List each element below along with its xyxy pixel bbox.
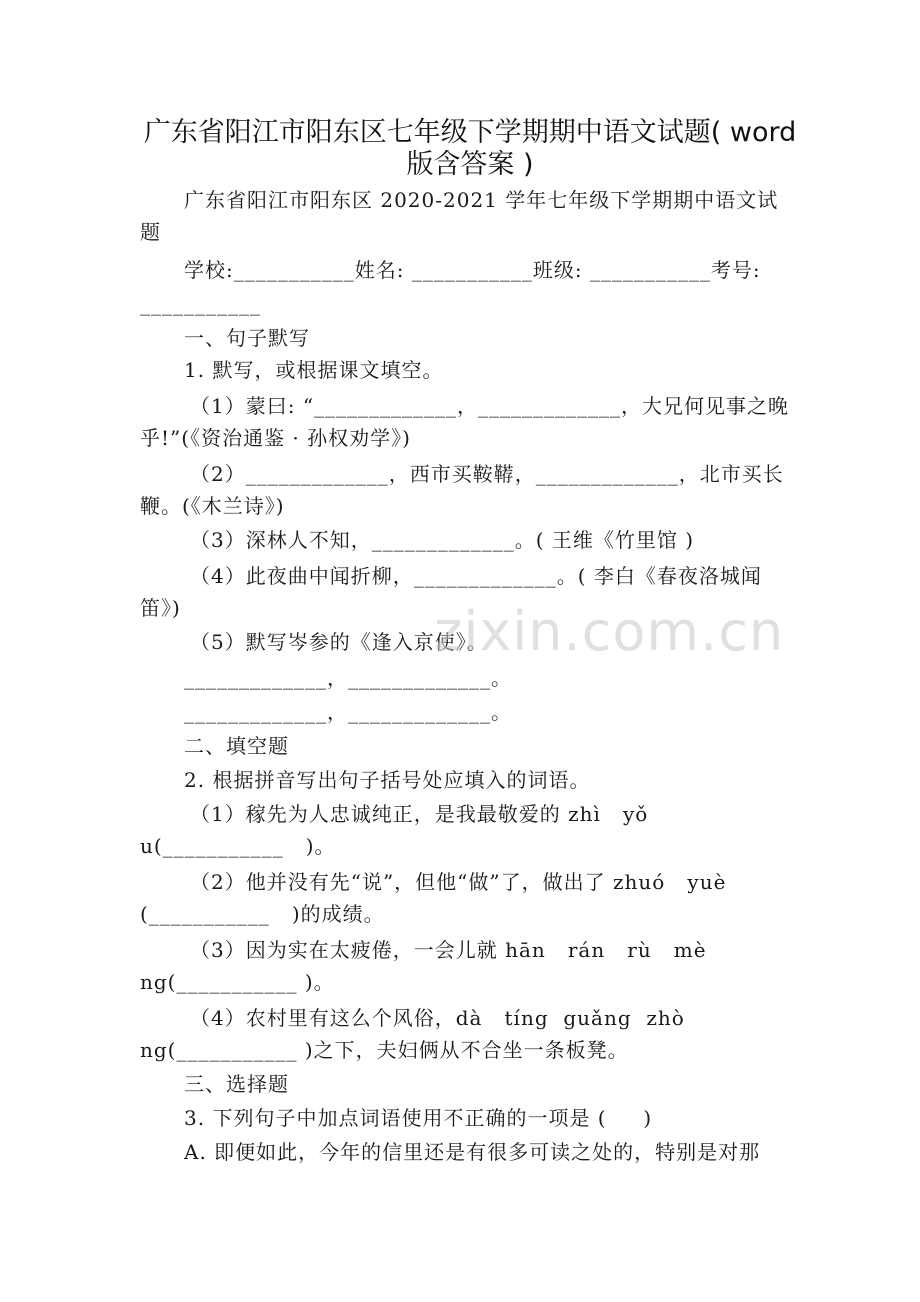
question-2-4b: ng(___________ )之下，夫妇俩从不合坐一条板凳。 <box>140 1038 629 1062</box>
info-line2: ___________ <box>140 292 261 316</box>
subtitle-line2: 题 <box>140 220 161 244</box>
question-1-5-blank2: _____________，_____________。 <box>184 700 512 724</box>
question-1-2a: （2）_____________，西市买鞍鞯，_____________，北市买长 <box>190 462 784 486</box>
question-2-1b: u(___________ )。 <box>140 834 336 858</box>
question-2-3a: （3）因为实在太疲倦，一会儿就 hān rán rù mè <box>190 938 707 962</box>
question-1-5: （5）默写岑参的《逢入京使》。 <box>190 630 488 654</box>
question-1-2b: 鞭。(《木兰诗》) <box>140 494 285 518</box>
subtitle-line1: 广东省阳江市阳东区 2020-2021 学年七年级下学期期中语文试 <box>184 188 779 212</box>
question-2-2a: （2）他并没有先“说”，但他“做”了，做出了 zhuó yuè <box>190 870 727 894</box>
section-heading-2: 二、填空题 <box>184 734 289 758</box>
doc-title-line1: 广东省阳江市阳东区七年级下学期期中语文试题( word <box>143 117 797 148</box>
question-1-4a: （4）此夜曲中闻折柳，_____________。( 李白《春夜洛城闻 <box>190 564 762 588</box>
question-1-1b: 乎!”(《资治通鉴 · 孙权劝学》) <box>140 426 411 450</box>
question-2-2b: (___________ )的成绩。 <box>140 902 385 926</box>
question-2: 2. 根据拼音写出句子括号处应填入的词语。 <box>184 768 591 792</box>
question-1-4b: 笛》) <box>140 596 181 620</box>
question-1: 1. 默写，或根据课文填空。 <box>184 358 444 382</box>
question-2-4a: （4）农村里有这么个风俗，dà tíng guǎng zhò <box>190 1006 685 1030</box>
question-1-1a: （1）蒙曰: “_____________，_____________，大兄何见事之晚 <box>190 394 790 418</box>
question-2-1a: （1）稼先为人忠诚纯正，是我最敬爱的 zhì yǒ <box>190 802 649 826</box>
question-3-option-a: A. 即便如此，今年的信里还是有很多可读之处的，特别是对那 <box>184 1140 761 1164</box>
section-heading-3: 三、选择题 <box>184 1072 289 1096</box>
question-1-3: （3）深林人不知，_____________。( 王维《竹里馆 ) <box>190 528 695 552</box>
doc-title-line2: 版含答案 ) <box>406 149 534 180</box>
question-3: 3. 下列句子中加点词语使用不正确的一项是 ( ) <box>184 1106 653 1130</box>
watermark: zixin.com.cn <box>434 600 785 663</box>
section-heading-1: 一、句子默写 <box>184 326 310 350</box>
question-1-5-blank1: _____________，_____________。 <box>184 666 512 690</box>
question-2-3b: ng(___________ )。 <box>140 970 335 994</box>
info-line1: 学校:___________姓名: ___________班级: ___________考号: <box>184 258 761 282</box>
